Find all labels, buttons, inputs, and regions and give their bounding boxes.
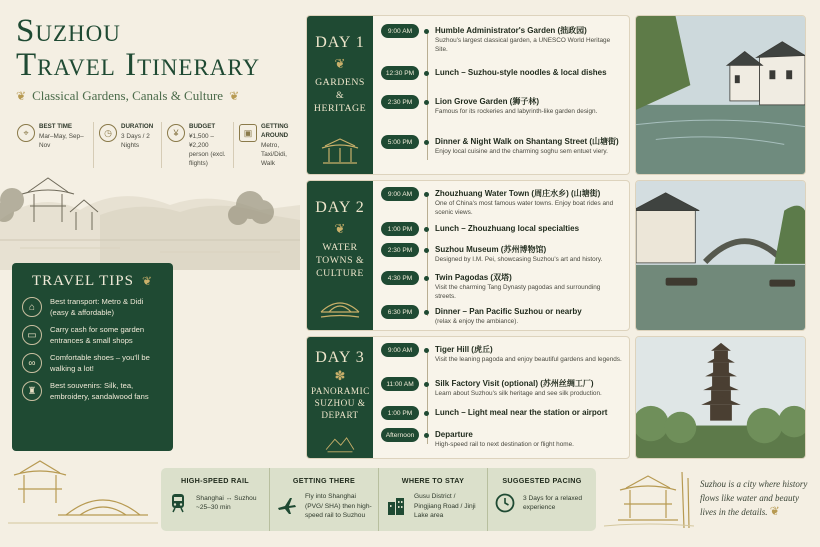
tip-text: Comfortable shoes – you'll be walking a lot!: [50, 353, 150, 373]
timeline-event: [381, 187, 623, 217]
event-title: Tiger Hill (虎丘): [435, 345, 493, 354]
yen-coin-icon: ¥: [167, 124, 185, 142]
day-2-panel: [306, 180, 630, 331]
leaf-ornament-icon: ✽: [334, 368, 346, 383]
event-title: Humble Administrator's Garden (拙政园): [435, 26, 587, 35]
clock-icon: ◷: [99, 124, 117, 142]
event-title: Zhouzhuang Water Town (周庄水乡) (山塘街): [435, 189, 601, 198]
leaf-ornament-icon: ❦: [142, 274, 154, 288]
subtitle-text: Classical Gardens, Canals & Culture: [32, 88, 224, 103]
timeline-event: [381, 305, 623, 326]
fact-value: Metro, Taxi/Didi, Walk: [261, 142, 287, 167]
time-pill: 1:00 PM: [381, 222, 419, 236]
souvenir-icon: ♜: [22, 381, 42, 401]
time-pill: Afternoon: [381, 428, 419, 442]
timeline-dot: [424, 348, 429, 353]
info-suggested-pacing: [488, 468, 596, 531]
day-theme: WATER TOWNS & CULTURE: [315, 242, 365, 279]
timeline-event: [381, 271, 623, 301]
page-subtitle: [16, 88, 288, 104]
timeline-dot: [424, 100, 429, 105]
fact-label: BUDGET: [189, 123, 216, 130]
timeline-dot: [424, 411, 429, 416]
canal-photo-day-1: [635, 15, 806, 175]
leaf-ornament-icon: ❦: [229, 88, 240, 103]
day-1-label: [307, 16, 373, 174]
closing-quote: [700, 478, 812, 520]
tip-item: [22, 297, 163, 318]
time-pill: 11:00 AM: [381, 377, 419, 391]
train-icon: [167, 492, 189, 514]
timeline-event: [381, 377, 623, 398]
event-desc: Visit the leaning pagoda and enjoy beautiful gardens and legends.: [435, 356, 622, 363]
info-getting-there: [270, 468, 379, 531]
event-title: Suzhou Museum (苏州博物馆): [435, 245, 547, 254]
event-title: Lunch – Suzhou-style noodles & local dishes: [435, 68, 607, 77]
time-pill: 2:30 PM: [381, 95, 419, 109]
page-title-line2: Travel Itinerary: [16, 47, 261, 83]
building-icon: [385, 495, 407, 517]
event-title: Departure: [435, 430, 473, 439]
tip-item: [22, 381, 163, 402]
timeline-event: [381, 406, 623, 420]
time-pill: 2:30 PM: [381, 243, 419, 257]
water-town-photo-day-2: [635, 180, 806, 331]
fact-label: BEST TIME: [39, 123, 73, 130]
day-number: DAY 3: [315, 349, 365, 366]
event-desc: Designed by I.M. Pei, showcasing Suzhou's art and history.: [435, 256, 603, 263]
event-title: Dinner – Pan Pacific Suzhou or nearby: [435, 307, 582, 316]
day-number: DAY 2: [315, 199, 365, 216]
pavilion-icon: [319, 136, 361, 166]
title-block: [16, 14, 288, 104]
info-heading: HIGH-SPEED RAIL: [181, 476, 249, 485]
day-theme: GARDENS & HERITAGE: [313, 77, 367, 114]
travel-tips-title: [32, 273, 163, 290]
time-pill: 9:00 AM: [381, 24, 419, 38]
travel-info-bar: [161, 468, 596, 531]
day-number: DAY 1: [315, 34, 365, 51]
fact-label: GETTING AROUND: [261, 123, 289, 139]
timeline-event: [381, 243, 623, 264]
travel-tips-heading: TRAVEL TIPS: [32, 273, 134, 289]
leaf-ornament-icon: ❦: [334, 56, 346, 71]
timeline-event: [381, 66, 623, 80]
timeline-event: [381, 428, 623, 449]
event-desc: Visit the charming Tang Dynasty pagodas and surrounding streets.: [435, 284, 601, 300]
event-desc: High-speed rail to next destination or flight home.: [435, 441, 574, 448]
airplane-icon: [276, 495, 298, 517]
bridge-icon: [319, 292, 361, 322]
event-desc: Enjoy local cuisine and the charming soghu sem entuet viery.: [435, 148, 608, 155]
timeline-dot: [424, 276, 429, 281]
mountain-icon: [319, 432, 361, 454]
timeline-event: [381, 24, 623, 54]
leaf-ornament-icon: ❦: [16, 88, 27, 103]
location-pin-icon: ⌖: [17, 124, 35, 142]
day-2-label: [307, 181, 373, 330]
leaf-ornament-icon: ❦: [769, 504, 780, 518]
fact-label: DURATION: [121, 123, 154, 130]
tip-text: Best souvenirs: Silk, tea, embroidery, sandalwood fans: [50, 381, 149, 401]
timeline-event: [381, 343, 623, 364]
event-title: Silk Factory Visit (optional) (苏州丝绸工厂): [435, 379, 594, 388]
info-text: Shanghai ↔ Suzhou ~25–30 min: [196, 494, 257, 511]
fact-value: Mar–May, Sep–Nov: [39, 133, 84, 149]
tip-item: [22, 325, 163, 346]
timeline-event: [381, 222, 623, 236]
time-pill: 6:30 PM: [381, 305, 419, 319]
info-where-to-stay: [379, 468, 488, 531]
bridge-pavilion-illustration: [8, 455, 158, 535]
travel-tips-panel: [12, 263, 173, 451]
event-desc: Suzhou's largest classical garden, a UNESCO World Heritage Site.: [435, 37, 611, 53]
event-desc: One of China's most famous water towns. Enjoy boat rides and scenic views.: [435, 200, 614, 216]
clock-icon: [494, 492, 516, 514]
time-pill: 1:00 PM: [381, 406, 419, 420]
event-title: Lunch – Light meal near the station or airport: [435, 408, 608, 417]
timeline-dot: [424, 433, 429, 438]
timeline-dot: [424, 140, 429, 145]
timeline-dot: [424, 310, 429, 315]
info-high-speed-rail: [161, 468, 270, 531]
day-1-panel: [306, 15, 630, 175]
time-pill: 5:00 PM: [381, 135, 419, 149]
day-3-panel: [306, 336, 630, 459]
time-pill: 9:00 AM: [381, 187, 419, 201]
timeline-dot: [424, 71, 429, 76]
tiger-hill-pagoda-photo-day-3: [635, 336, 806, 459]
page-title-line1: Suzhou: [16, 13, 121, 49]
event-desc: (relax & enjoy the ambiance).: [435, 318, 519, 325]
pavilion-bamboo-illustration: [604, 468, 694, 534]
pavilion-landscape-illustration: [0, 160, 300, 270]
timeline-event: [381, 95, 623, 116]
tip-text: Best transport: Metro & Didi (easy & affordable): [50, 297, 144, 317]
day-theme: PANORAMIC SUZHOU & DEPART: [311, 386, 370, 420]
event-desc: Learn about Suzhou's silk heritage and see silk production.: [435, 390, 602, 397]
info-text: 3 Days for a relaxed experience: [523, 494, 583, 511]
info-heading: GETTING THERE: [292, 476, 356, 485]
shoe-icon: ∞: [22, 353, 42, 373]
timeline-dot: [424, 29, 429, 34]
timeline-dot: [424, 227, 429, 232]
quote-text: Suzhou is a city where history flows like water and beauty lives in the details.: [700, 479, 808, 517]
timeline-event: [381, 135, 623, 156]
time-pill: 12:30 PM: [381, 66, 419, 80]
event-title: Lion Grove Garden (狮子林): [435, 97, 540, 106]
leaf-ornament-icon: ❦: [334, 221, 346, 236]
tip-text: Carry cash for some garden entrances & small shops: [50, 325, 145, 345]
day-1-timeline: [373, 16, 629, 174]
bus-icon: ▣: [239, 124, 257, 142]
day-3-label: [307, 337, 373, 458]
info-heading: WHERE TO STAY: [401, 476, 465, 485]
timeline-dot: [424, 382, 429, 387]
info-text: Fly into Shanghai (PVG/ SHA) then high-speed rail to Suzhou: [305, 493, 372, 519]
fact-value: 3 Days / 2 Nights: [121, 133, 150, 149]
fact-value: ¥1,500 – ¥2,200 person (excl. flights): [189, 133, 226, 167]
day-2-timeline: [373, 181, 629, 330]
timeline-dot: [424, 192, 429, 197]
wallet-icon: ▭: [22, 325, 42, 345]
info-heading: SUGGESTED PACING: [502, 476, 582, 485]
time-pill: 4:30 PM: [381, 271, 419, 285]
time-pill: 9:00 AM: [381, 343, 419, 357]
pagoda-icon: ⌂: [22, 297, 42, 317]
day-3-timeline: [373, 337, 629, 458]
event-title: Dinner & Night Walk on Shantang Street (山塘街): [435, 137, 619, 146]
info-text: Gusu District / Pingjiang Road / Jinji Lake area: [414, 493, 476, 519]
event-desc: Famous for its rockeries and labyrinth-like garden design.: [435, 108, 598, 115]
event-title: Twin Pagodas (双塔): [435, 273, 512, 282]
event-title: Lunch – Zhouzhuang local specialties: [435, 224, 580, 233]
timeline-dot: [424, 248, 429, 253]
tip-item: [22, 353, 163, 374]
